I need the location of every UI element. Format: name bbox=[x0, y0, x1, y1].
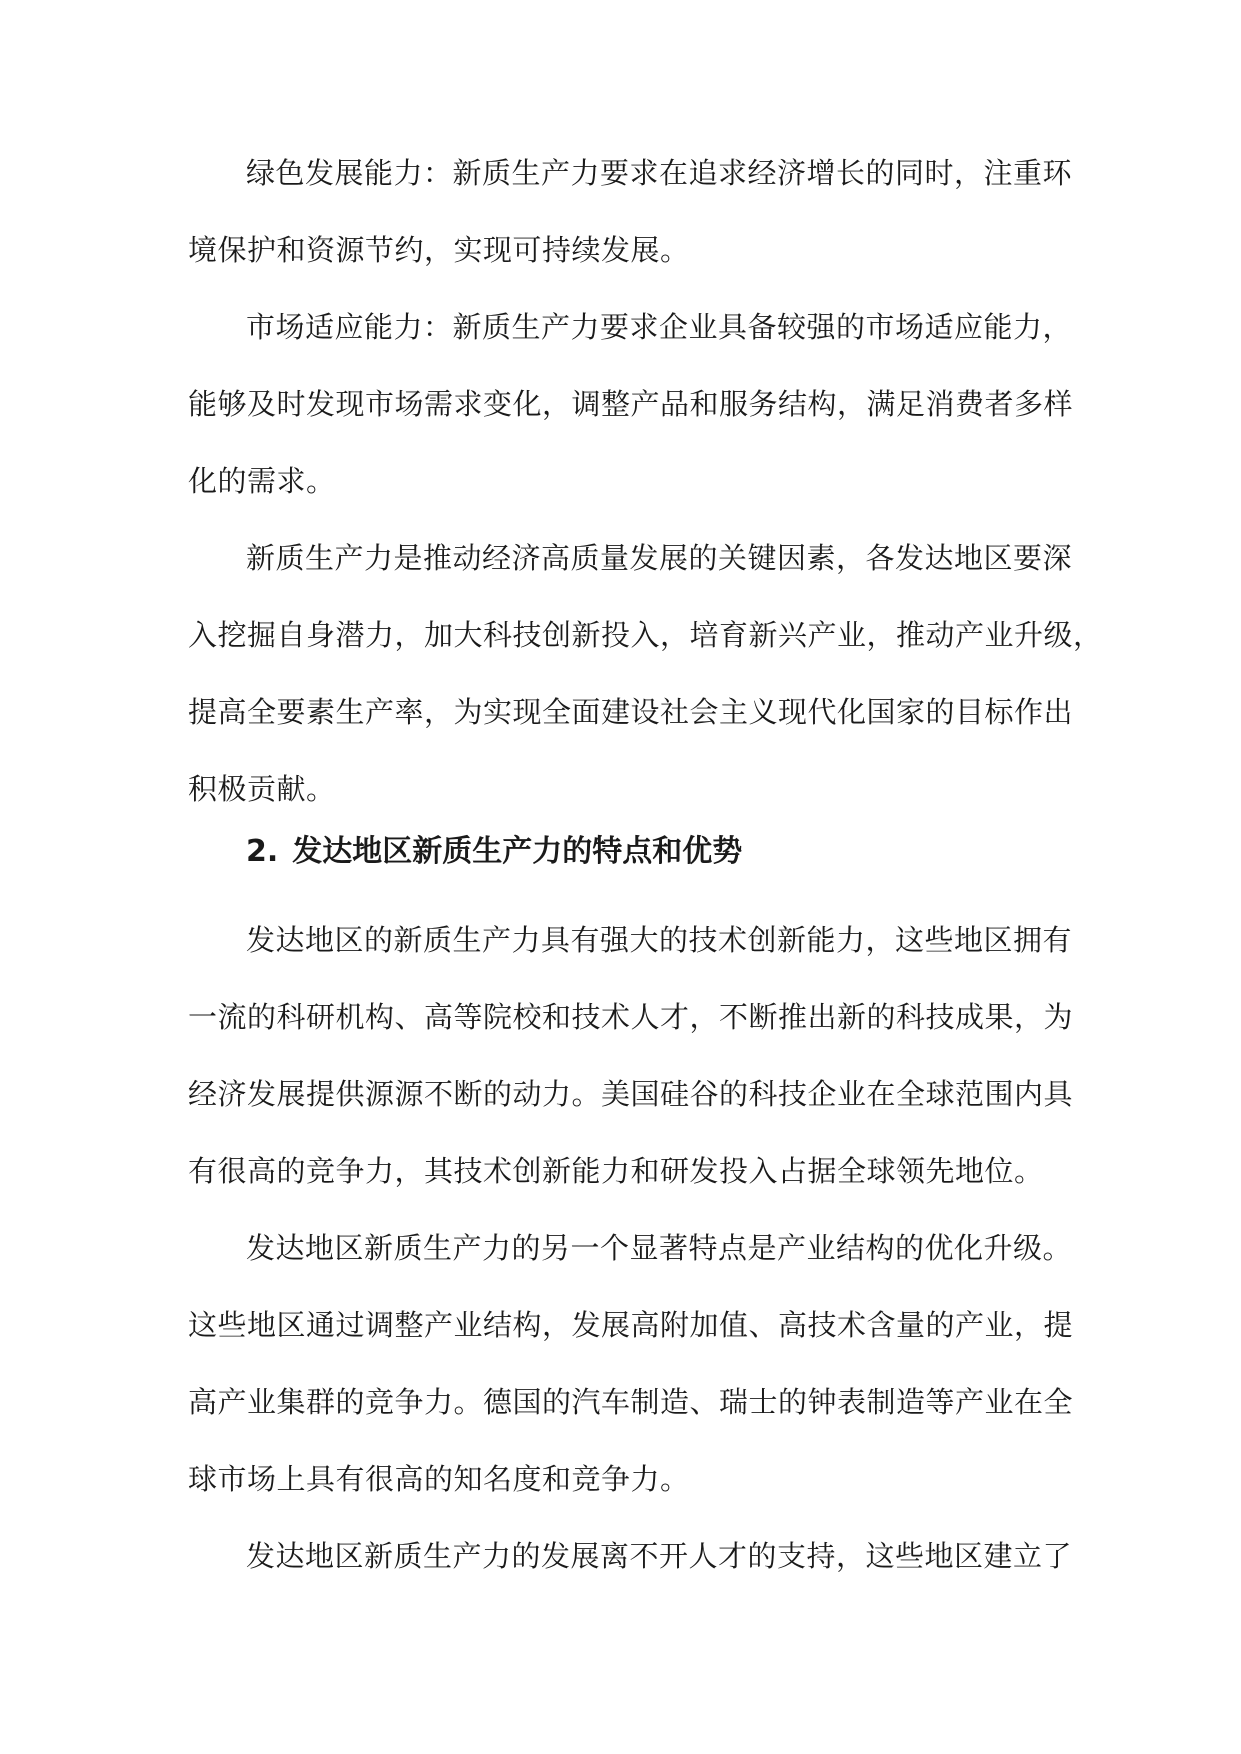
section-paragraph-2-line-4: 球市场上具有很高的知名度和竞争力。 bbox=[188, 1462, 690, 1496]
paragraph-2-line-2: 能够及时发现市场需求变化，调整产品和服务结构，满足消费者多样 bbox=[188, 387, 1074, 421]
section-paragraph-1-line-2: 一流的科研机构、高等院校和技术人才，不断推出新的科技成果，为 bbox=[188, 1000, 1074, 1034]
paragraph-1-line-1: 绿色发展能力：新质生产力要求在追求经济增长的同时，注重环 bbox=[246, 156, 1073, 190]
paragraph-3-line-2: 入挖掘自身潜力，加大科技创新投入，培育新兴产业，推动产业升级， bbox=[188, 618, 1103, 652]
section-paragraph-1-line-1: 发达地区的新质生产力具有强大的技术创新能力，这些地区拥有 bbox=[246, 923, 1073, 957]
paragraph-1-line-2: 境保护和资源节约，实现可持续发展。 bbox=[188, 233, 690, 267]
paragraph-3-line-4: 积极贡献。 bbox=[188, 772, 336, 806]
paragraph-3-line-3: 提高全要素生产率，为实现全面建设社会主义现代化国家的目标作出 bbox=[188, 695, 1074, 729]
section-paragraph-2-line-1: 发达地区新质生产力的另一个显著特点是产业结构的优化升级。 bbox=[246, 1231, 1073, 1265]
section-heading bbox=[246, 832, 742, 872]
section-paragraph-2-line-3: 高产业集群的竞争力。德国的汽车制造、瑞士的钟表制造等产业在全 bbox=[188, 1385, 1074, 1419]
paragraph-3-line-1: 新质生产力是推动经济高质量发展的关键因素，各发达地区要深 bbox=[246, 541, 1073, 575]
paragraph-2-line-1: 市场适应能力：新质生产力要求企业具备较强的市场适应能力， bbox=[246, 310, 1073, 344]
section-paragraph-2-line-2: 这些地区通过调整产业结构，发展高附加值、高技术含量的产业，提 bbox=[188, 1308, 1074, 1342]
section-paragraph-3-line-1: 发达地区新质生产力的发展离不开人才的支持，这些地区建立了 bbox=[246, 1539, 1073, 1573]
section-number: 2. bbox=[246, 834, 279, 869]
section-title: 发达地区新质生产力的特点和优势 bbox=[292, 834, 743, 869]
paragraph-2-line-3: 化的需求。 bbox=[188, 464, 336, 498]
section-paragraph-1-line-3: 经济发展提供源源不断的动力。美国硅谷的科技企业在全球范围内具 bbox=[188, 1077, 1074, 1111]
section-paragraph-1-line-4: 有很高的竞争力，其技术创新能力和研发投入占据全球领先地位。 bbox=[188, 1154, 1044, 1188]
